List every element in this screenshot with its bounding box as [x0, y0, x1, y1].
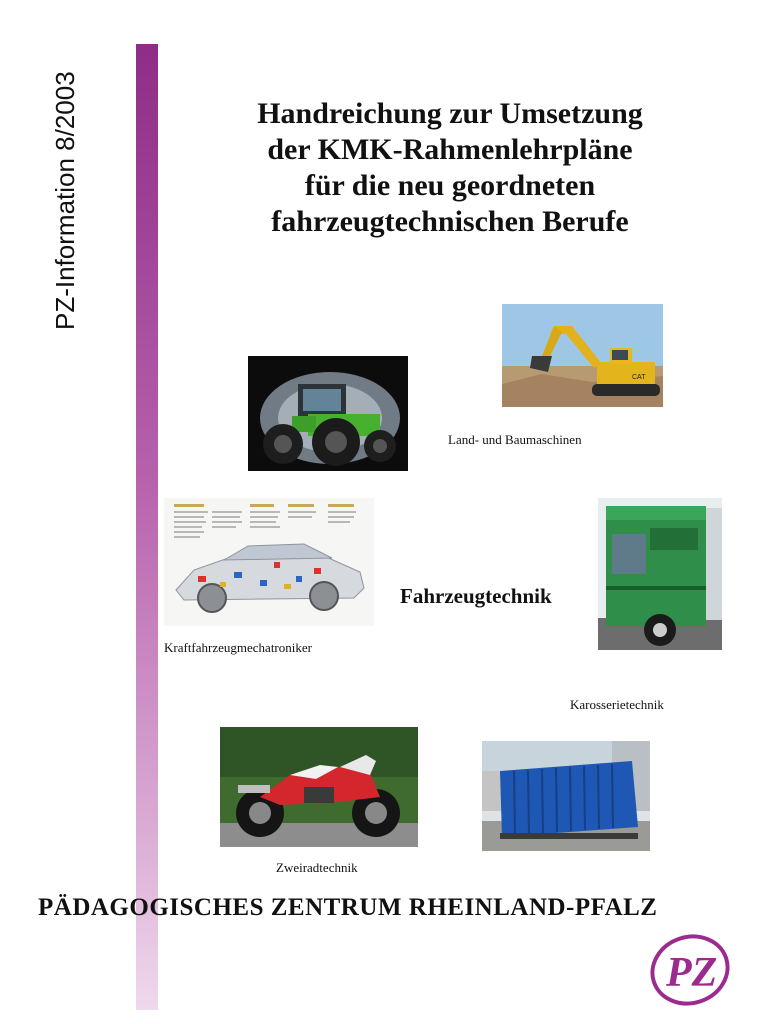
- caption-zweiradtechnik: Zweiradtechnik: [276, 860, 358, 875]
- car-diagram-photo: [164, 498, 374, 626]
- svg-text:CAT: CAT: [632, 374, 646, 381]
- center-label-fahrzeugtechnik: Fahrzeugtechnik: [400, 584, 552, 608]
- document-title: [190, 96, 710, 240]
- caption-land-baumaschinen: Land- und Baumaschinen: [448, 432, 582, 447]
- series-label: [50, 60, 160, 360]
- container-photo: [482, 741, 650, 851]
- svg-text:PZ: PZ: [666, 950, 718, 996]
- title-line-3: für die neu geordneten: [304, 169, 596, 202]
- pz-logo: [646, 930, 736, 1008]
- truck-photo: [598, 498, 722, 650]
- caption-karosserietechnik: Karosserietechnik: [570, 697, 664, 712]
- tractor-photo: [248, 356, 408, 471]
- series-text: PZ-Information 8/2003: [50, 71, 80, 330]
- motorcycle-photo: [220, 727, 418, 847]
- title-line-4: fahrzeugtechnischen Berufe: [271, 205, 629, 238]
- excavator-photo: [502, 304, 663, 407]
- title-line-2: der KMK-Rahmenlehrpläne: [267, 133, 633, 166]
- institution-name: PÄDAGOGISCHES ZENTRUM RHEINLAND-PFALZ: [38, 894, 658, 921]
- caption-kraftfahrzeugmechatroniker: Kraftfahrzeugmechatroniker: [164, 640, 312, 655]
- title-line-1: Handreichung zur Umsetzung: [257, 97, 643, 130]
